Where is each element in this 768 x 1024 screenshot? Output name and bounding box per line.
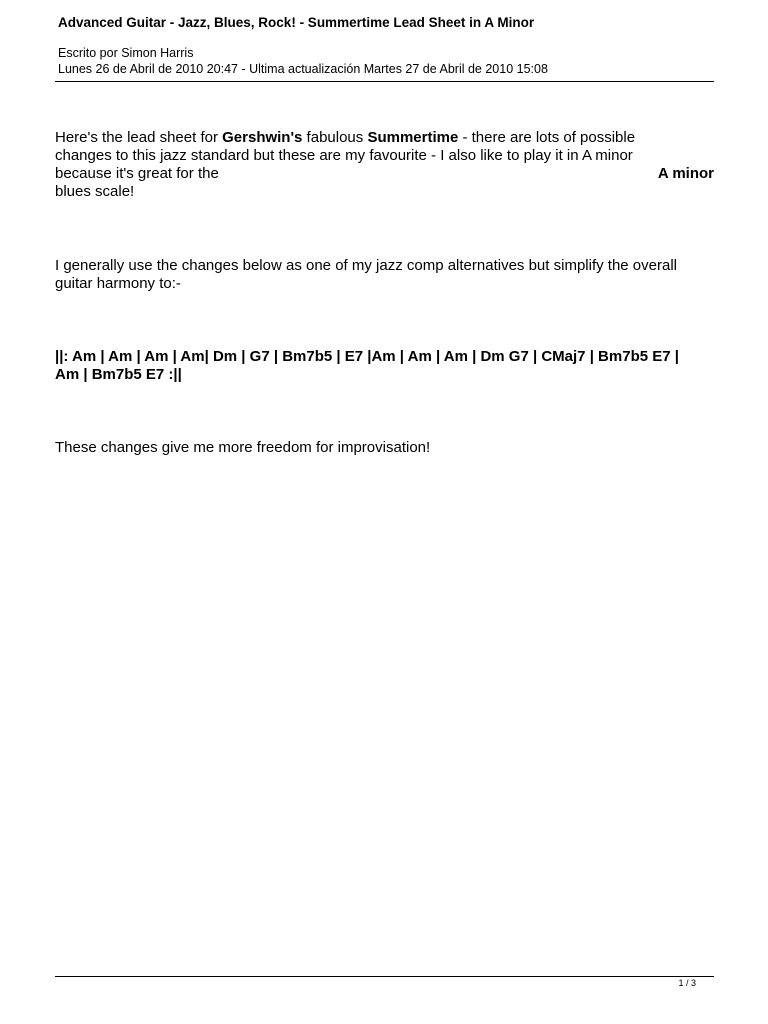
intro-text-a: Here's the lead sheet for [55,129,223,146]
intro-line-3 [55,165,714,183]
gershwin-bold: Gershwin's [222,129,303,146]
summertime-bold: Summertime [367,129,459,146]
footer-divider [55,976,714,977]
date-line: Lunes 26 de Abril de 2010 20:47 - Ultima actualización Martes 27 de Abril de 2010 15:08 [58,62,548,76]
intro-text-c: fabulous [302,129,368,146]
header-divider [55,81,714,82]
harmony-line-1: I generally use the changes below as one of my jazz comp alternatives but simplify the overall [55,257,677,274]
intro-line-3-left: because it's great for the [55,165,219,182]
intro-line-2: changes to this jazz standard but these are my favourite - I also like to play it in A minor [55,147,633,164]
harmony-line-2: guitar harmony to:- [55,275,181,292]
chord-progression [55,348,714,384]
chord-line-2: Am | Bm7b5 E7 :|| [55,366,182,383]
page-title: Advanced Guitar - Jazz, Blues, Rock! - Summertime Lead Sheet in A Minor [58,15,535,30]
intro-line-1 [55,129,714,147]
harmony-paragraph [55,257,714,293]
closing-line: These changes give me more freedom for improvisation! [55,439,431,456]
intro-line-4: blues scale! [55,183,135,200]
chord-line-1: ||: Am | Am | Am | Am| Dm | G7 | Bm7b5 | E7 |Am | Am | Am | Dm G7 | CMaj7 | Bm7b5 E7 | [55,348,679,365]
a-minor-bold: A minor [657,165,714,182]
intro-text-e: - there are lots of possible [458,129,636,146]
author-line: Escrito por Simon Harris [58,46,194,60]
closing-paragraph [55,439,714,457]
intro-paragraph [55,129,714,201]
page-number: 1 / 3 [678,978,696,988]
